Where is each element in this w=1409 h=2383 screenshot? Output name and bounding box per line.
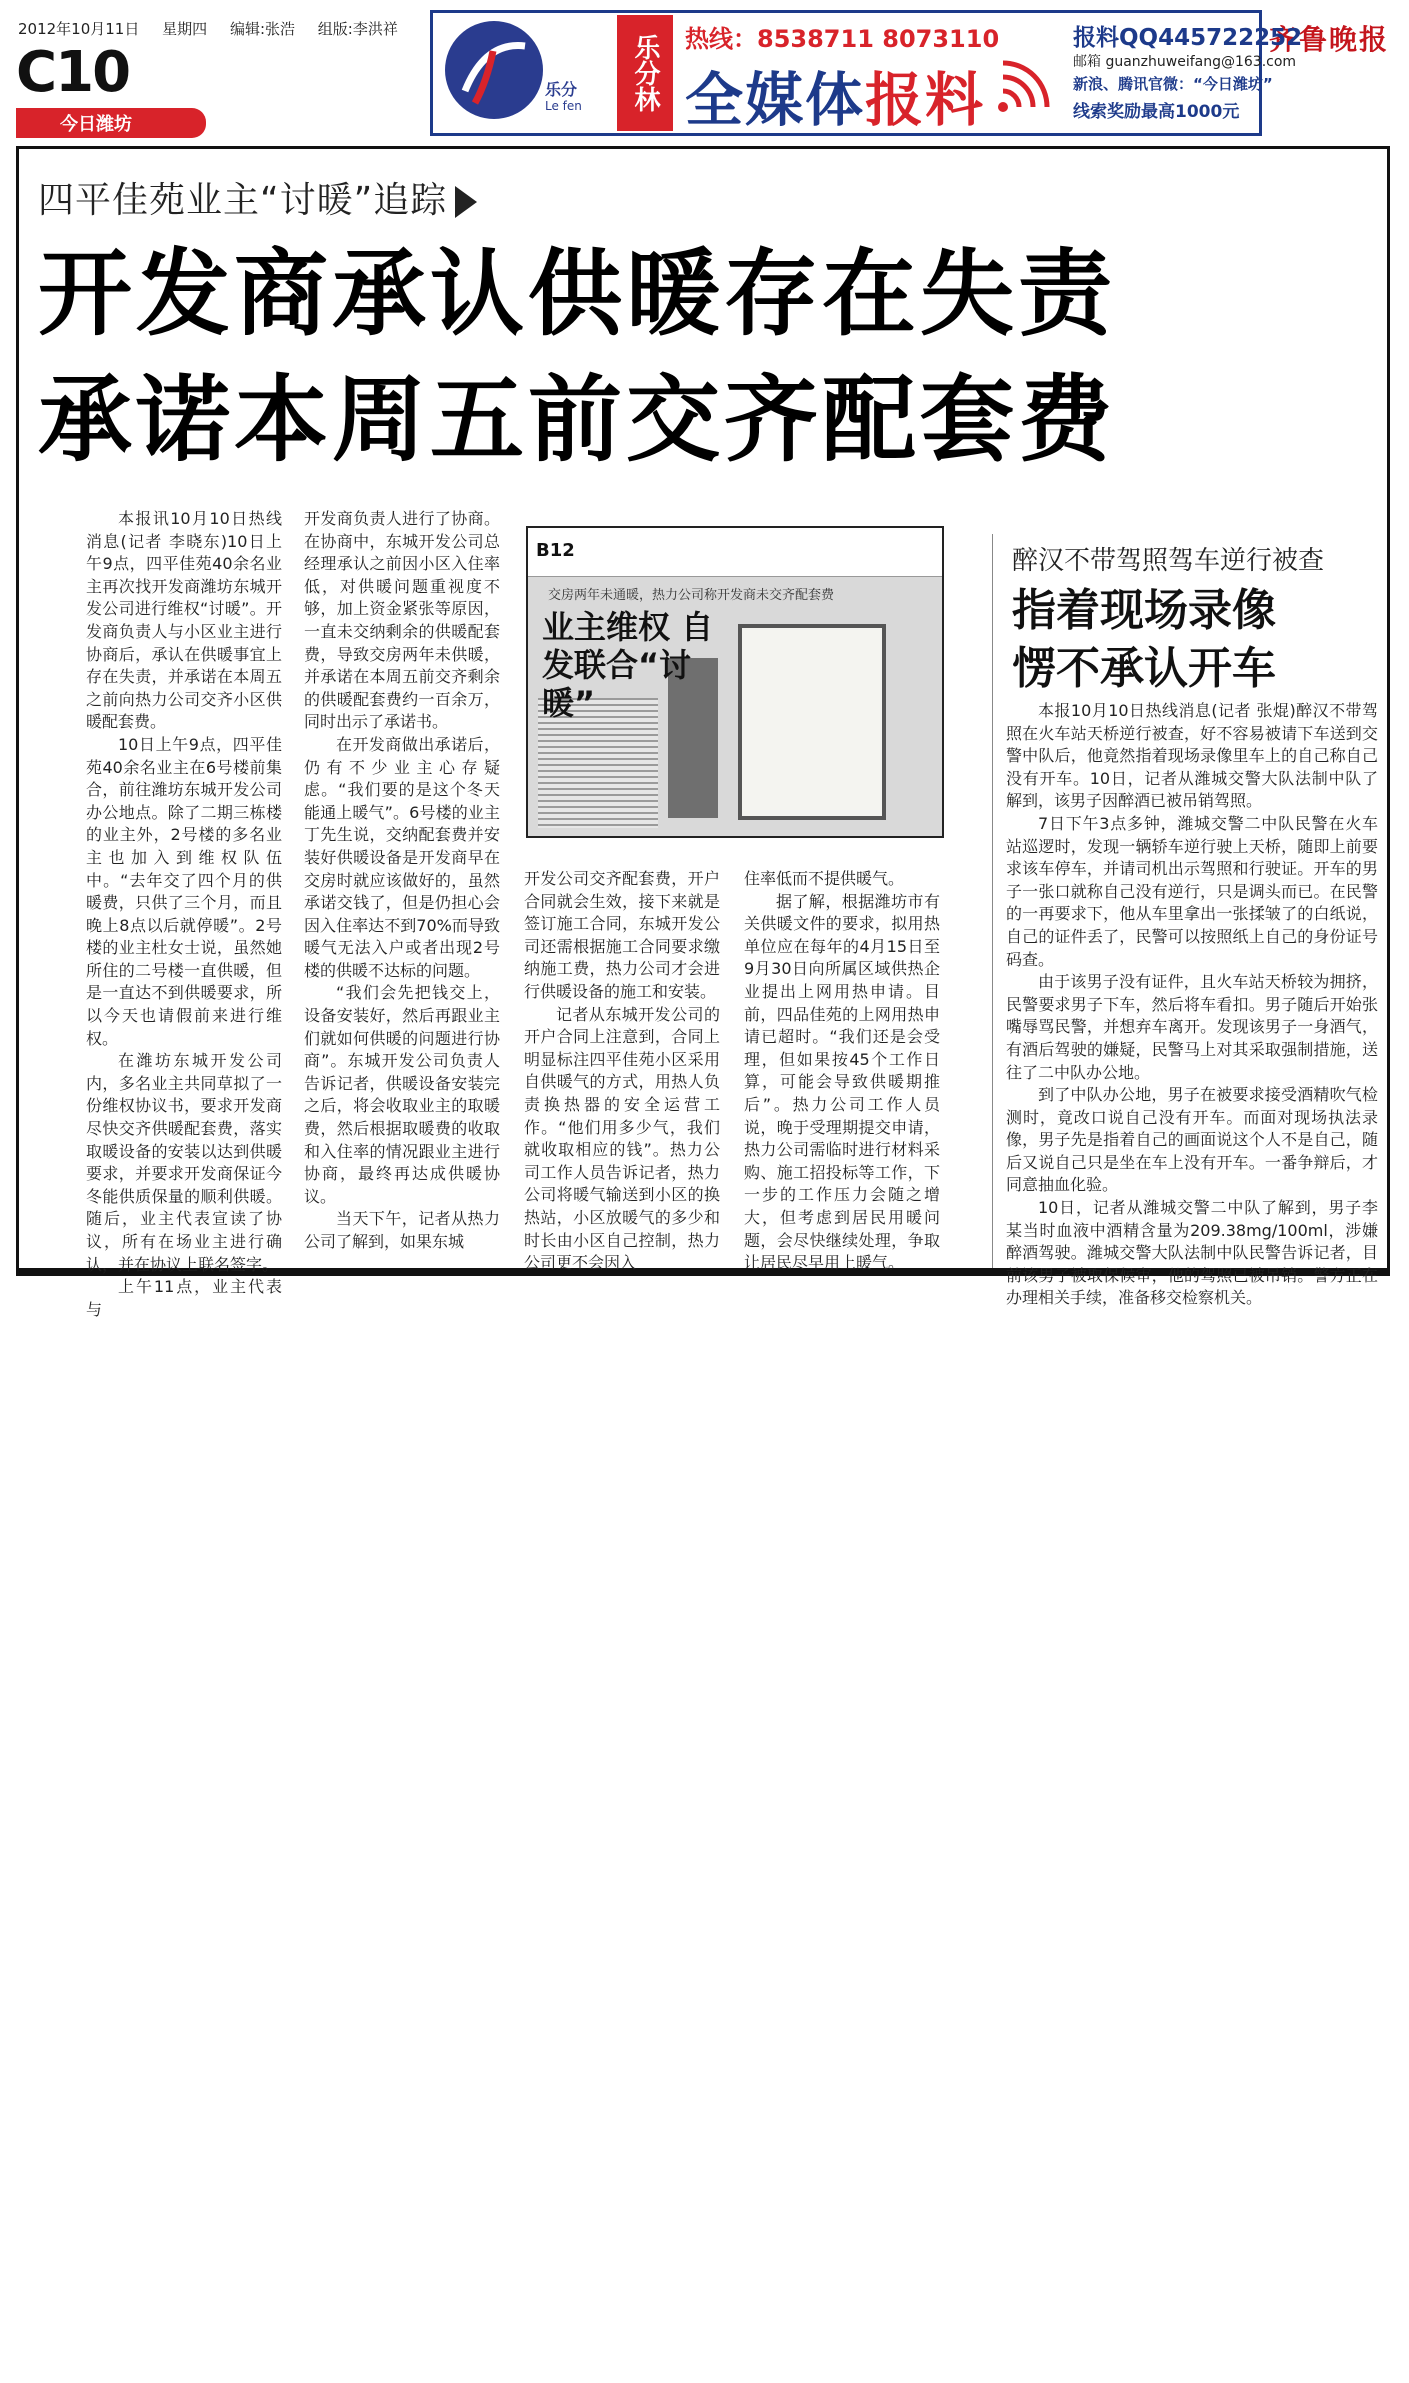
photo-page-number: B12 <box>536 540 575 561</box>
paragraph: 开发公司交齐配套费，开户合同就会生效，接下来就是签订施工合同，东城开发公司还需根据施工合同要求缴纳施工费，热力公司才会进行供暖设备的施工和安装。 <box>524 869 720 1001</box>
paragraph: 在潍坊东城开发公司内，多名业主共同草拟了一份维权协议书，要求开发商尽快交齐供暖配套费，落实取暖设备的安装以达到供暖要求，并要求开发商保证今冬能供质保量的顺利供暖。随后，业主代表宣读了协议，所有在场业主进行确认，并在协议上联名签字。 <box>86 1051 282 1274</box>
play-arrow-icon <box>455 186 477 218</box>
signal-icon <box>993 57 1053 117</box>
article-photo <box>526 526 944 838</box>
masthead: 齐鲁晚报 <box>1268 23 1389 56</box>
article-column-1 <box>86 508 282 1319</box>
headline-line-1: 开发商承认供暖存在失责 <box>38 240 1117 349</box>
article-column-4 <box>744 868 940 1273</box>
side-title-line-1: 指着现场录像 <box>1012 585 1276 636</box>
ad-weibo: 新浪、腾讯官微：“今日潍坊” <box>1073 75 1273 93</box>
section-tag: 今日潍坊 <box>16 108 206 138</box>
ad-logo-text: 乐分 <box>545 80 578 99</box>
paragraph: 记者从东城开发公司的开户合同上注意到，合同上明显标注四平佳苑小区采用自供暖气的方式，用热人负责换热器的安全运营工作。“他们用多少气，我们就收取相应的钱”。热力公司工作人员告诉记者，热力公司将暖气输送到小区的换热站，小区放暖气的多少和时长由小区自己控制，热力公司更不会因入 <box>524 1004 720 1273</box>
ad-qq: 报料QQ445722252 <box>1073 25 1303 51</box>
paragraph: 开发商负责人进行了协商。在协商中，东城开发公司总经理承认之前因小区入住率低，对供暖问题重视度不够，加上资金紧张等原因，一直未交纳剩余的供暖配套费，导致交房两年未供暖，并承诺在本周五前交齐剩余的供暖配套费约一百余万，同时出示了承诺书。 <box>304 509 500 732</box>
article-column-3 <box>524 868 720 1273</box>
ad-reward: 线索奖励最高1000元 <box>1073 102 1240 122</box>
paragraph: 本报10月10日热线消息(记者 张焜)醉汉不带驾照在火车站天桥逆行被查，好不容易被请下车送到交警中队后，他竟然指着现场录像里车上的自己称自己没有开车。10日，记者从潍城交警大队法制中队了解到，该男子因醉酒已被吊销驾照。 <box>1006 701 1378 811</box>
ad-logo-sub: Le fen <box>545 99 582 113</box>
ad-email: 邮箱 guanzhuweifang@163.com <box>1073 54 1297 70</box>
kicker-text: 四平佳苑业主“讨暖”追踪 <box>38 180 448 221</box>
side-title-line-2: 愣不承认开车 <box>1012 643 1276 694</box>
side-kicker: 醉汉不带驾照驾车逆行被查 <box>1012 546 1325 576</box>
ad-big-title <box>685 53 985 137</box>
layout-editor: 组版:李洪祥 <box>317 20 398 38</box>
paragraph: 据了解，根据潍坊市有关供暖文件的要求，拟用热单位应在每年的4月15日至9月30日向所属区域供热企业提出上网用热申请。目前，四品佳苑的上网用热申请已超时。“我们还是会受理，但如果按45个工作日算，可能会导致供暖期推后”。热力公司工作人员说，晚于受理期提交申请，热力公司需临时进行材料采购、施工招投标等工作，下一步的工作压力会随之增大，但考虑到居民用暖问题，会尽快继续处理，争取让居民尽早用上暖气。 <box>744 891 940 1273</box>
ad-red-label: 乐分林 <box>617 15 673 131</box>
column-divider <box>992 534 993 1268</box>
page-meta <box>18 18 416 39</box>
photo-title: 业主维权 自发联合“讨暖” <box>542 608 714 722</box>
ad-big-a: 全媒体 <box>685 66 866 134</box>
ad-hotline: 热线：8538711 8073110 <box>685 25 1000 53</box>
photo-notice-board <box>738 624 886 820</box>
editor: 编辑:张浩 <box>229 20 295 38</box>
headline-line-2: 承诺本周五前交齐配套费 <box>38 366 1117 475</box>
article-kicker <box>38 172 477 223</box>
paragraph: 到了中队办公地，男子在被要求接受酒精吹气检测时，竟改口说自己没有开车。而面对现场执法录像，男子先是指着自己的画面说这个人不是自己，随后又说自己只是坐在车上没有开车。一番争辩后，才同意抽血化验。 <box>1006 1085 1378 1195</box>
paragraph: 在开发商做出承诺后，仍有不少业主心存疑虑。“我们要的是这个冬天能通上暖气”。6号楼的业主丁先生说，交纳配套费并安装好供暖设备是开发商早在交房时就应该做好的，虽然承诺交钱了，但是仍担心会因入住率达不到70%而导致暖气无法入户或者出现2号楼的供暖不达标的问题。 <box>304 734 500 980</box>
photo-subtitle: 交房两年未通暖，热力公司称开发商未交齐配套费 <box>548 588 835 603</box>
ad-big-b: 报料 <box>865 66 986 134</box>
paragraph: 由于该男子没有证件，且火车站天桥较为拥挤，民警要求男子下车，然后将车看扣。男子随后开始张嘴辱骂民警，并想弃车离开。发现该男子一身酒气，有酒后驾驶的嫌疑，民警马上对其采取强制措施，送往了二中队办公地。 <box>1006 972 1378 1082</box>
article-column-2 <box>304 508 500 1268</box>
paragraph: 当天下午，记者从热力公司了解到，如果东城 <box>304 1209 500 1251</box>
page-number: C10 <box>16 40 130 105</box>
date: 2012年10月11日 <box>18 20 140 38</box>
ad-banner[interactable] <box>430 10 1303 136</box>
paragraph: 10日，记者从潍城交警二中队了解到，男子李某当时血液中酒精含量为209.38mg/100ml，涉嫌醉酒驾驶。潍城交警大队法制中队民警告诉记者，目前该男子被取保候审，他的驾照已被吊销。警方正在办理相关手续，准备移交检察机关。 <box>1006 1198 1378 1308</box>
paragraph: 10日上午9点，四平佳苑40余名业主在6号楼前集合，前往潍坊东城开发公司办公地点。除了二期三栋楼的业主外，2号楼的多名业主也加入到维权队伍中。“去年交了四个月的供暖费，只供了三个月，而且晚上8点以后就停暖”。2号楼的业主杜女士说，虽然她所住的二号楼一直供暖，但是一直达不到供暖要求，所以今天也请假前来进行维权。 <box>86 734 282 1048</box>
paragraph: “我们会先把钱交上，设备安装好，然后再跟业主们就如何供暖的问题进行协商”。东城开发公司负责人告诉记者，供暖设备安装完之后，将会收取业主的取暖费，然后根据取暖费的收取和入住率的情况跟业主进行协商，最终再达成供暖协议。 <box>304 983 500 1206</box>
side-article-body <box>1006 700 1378 1308</box>
paragraph: 7日下午3点多钟，潍城交警二中队民警在火车站巡逻时，发现一辆轿车逆行驶上天桥，随即上前要求该车停车，并请司机出示驾照和行驶证。开车的男子一张口就称自己没有逆行，只是调头而已。在民警的一再要求下，他从车里拿出一张揉皱了的白纸说，自己的证件丢了，民警可以按照纸上自己的身份证号码查。 <box>1006 813 1378 969</box>
weekday: 星期四 <box>162 20 208 38</box>
brand-logo-icon <box>445 21 543 119</box>
photo-header-bar <box>528 528 942 577</box>
paragraph: 住率低而不提供暖气。 <box>744 869 905 888</box>
paragraph: 本报讯10月10日热线消息(记者 李晓东)10日上午9点，四平佳苑40余名业主再次找开发商潍坊东城开发公司进行维权“讨暖”。开发商负责人与小区业主进行协商后，承认在供暖事宜上存在失责，并承诺在本周五之前向热力公司交齐小区供暖配套费。 <box>86 509 282 732</box>
paragraph: 上午11点，业主代表与 <box>86 1277 282 1319</box>
